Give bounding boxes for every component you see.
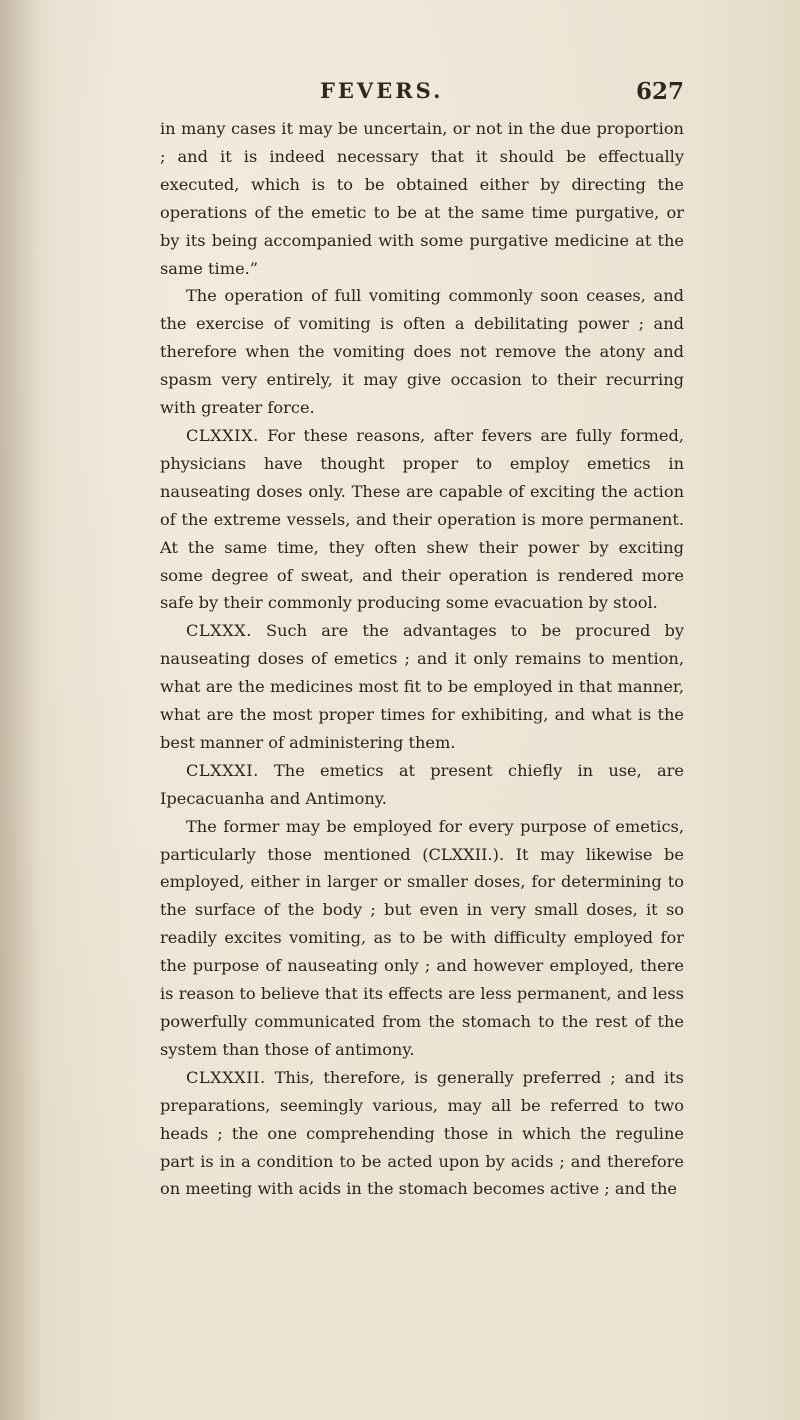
paragraph-text: The operation of full vomiting commonly soon ceases, and the exercise of vomiting is often a debilitating power ; and therefore when the vomiting does not remove the atony and spasm very entirely, it may give occasion to their recurring with greater force.: [160, 286, 684, 418]
binding-shadow: [0, 0, 40, 1420]
paragraph-text: The emetics at present chiefly in use, are Ipecacuanha and Antimony.: [160, 760, 684, 808]
paragraph-clxxx: [160, 617, 684, 757]
section-number: CLXXX.: [186, 621, 252, 641]
running-head: [160, 78, 684, 106]
paragraph-text: in many cases it may be uncertain, or not in the due proportion ; and it is indeed necessary that it should be effectually executed, which is to be obtained either by directing the operations of the emetic to be at the same time purgative, or by its being accompanied with some purgative medicine at the same time.”: [160, 119, 684, 278]
paragraph-continuation: [160, 115, 684, 282]
paragraph-text: The former may be employed for every purpose of emetics, particularly those mentioned (CLXXII.). It may likewise be employed, either in larger or smaller doses, for determining to the surface of the body ; but even in very small doses, it so readily excites vomiting, as to be with difficulty employed for the purpose of nauseating only ; and however employed, there is reason to believe that its effects are less permanent, and less powerfully communicated from the stomach to the rest of the system than those of antimony.: [160, 816, 684, 1059]
paragraph-text: Such are the advantages to be procured by nauseating doses of emetics ; and it only remains to mention, what are the medicines most fit to be employed in that manner, what are the most proper times for exhibiting, and what is the best manner of administering them.: [160, 621, 684, 752]
paragraph-clxxix: [160, 422, 684, 617]
paragraph-clxxxi: [160, 757, 684, 813]
paragraph-former: [160, 813, 684, 1064]
section-number: CLXXIX.: [186, 425, 259, 445]
paragraph-text: This, therefore, is generally preferred ; and its preparations, seemingly various, may all be referred to two heads ; the one comprehending those in which the reguline part is in a condition to be acted upon by acids ; and therefore on meeting with acids in the stomach becomes active ; and the: [160, 1067, 684, 1199]
paragraph-clxxxii: [160, 1064, 684, 1204]
section-number: CLXXXI.: [186, 760, 259, 780]
body-text: [160, 115, 684, 1203]
paragraph-text: For these reasons, after fevers are fully formed, physicians have thought proper to employ emetics in nauseating doses only. These are capable of exciting the action of the extreme vessels, and their operation is more permanent. At the same time, they often shew their power by exciting some degree of sweat, and their operation is rendered more safe by their commonly producing some evacuation by stool.: [160, 425, 684, 613]
paragraph-operation: [160, 282, 684, 422]
page-number: 627: [635, 78, 684, 105]
section-number: CLXXXII.: [186, 1067, 266, 1087]
running-title: FEVERS.: [320, 78, 444, 103]
